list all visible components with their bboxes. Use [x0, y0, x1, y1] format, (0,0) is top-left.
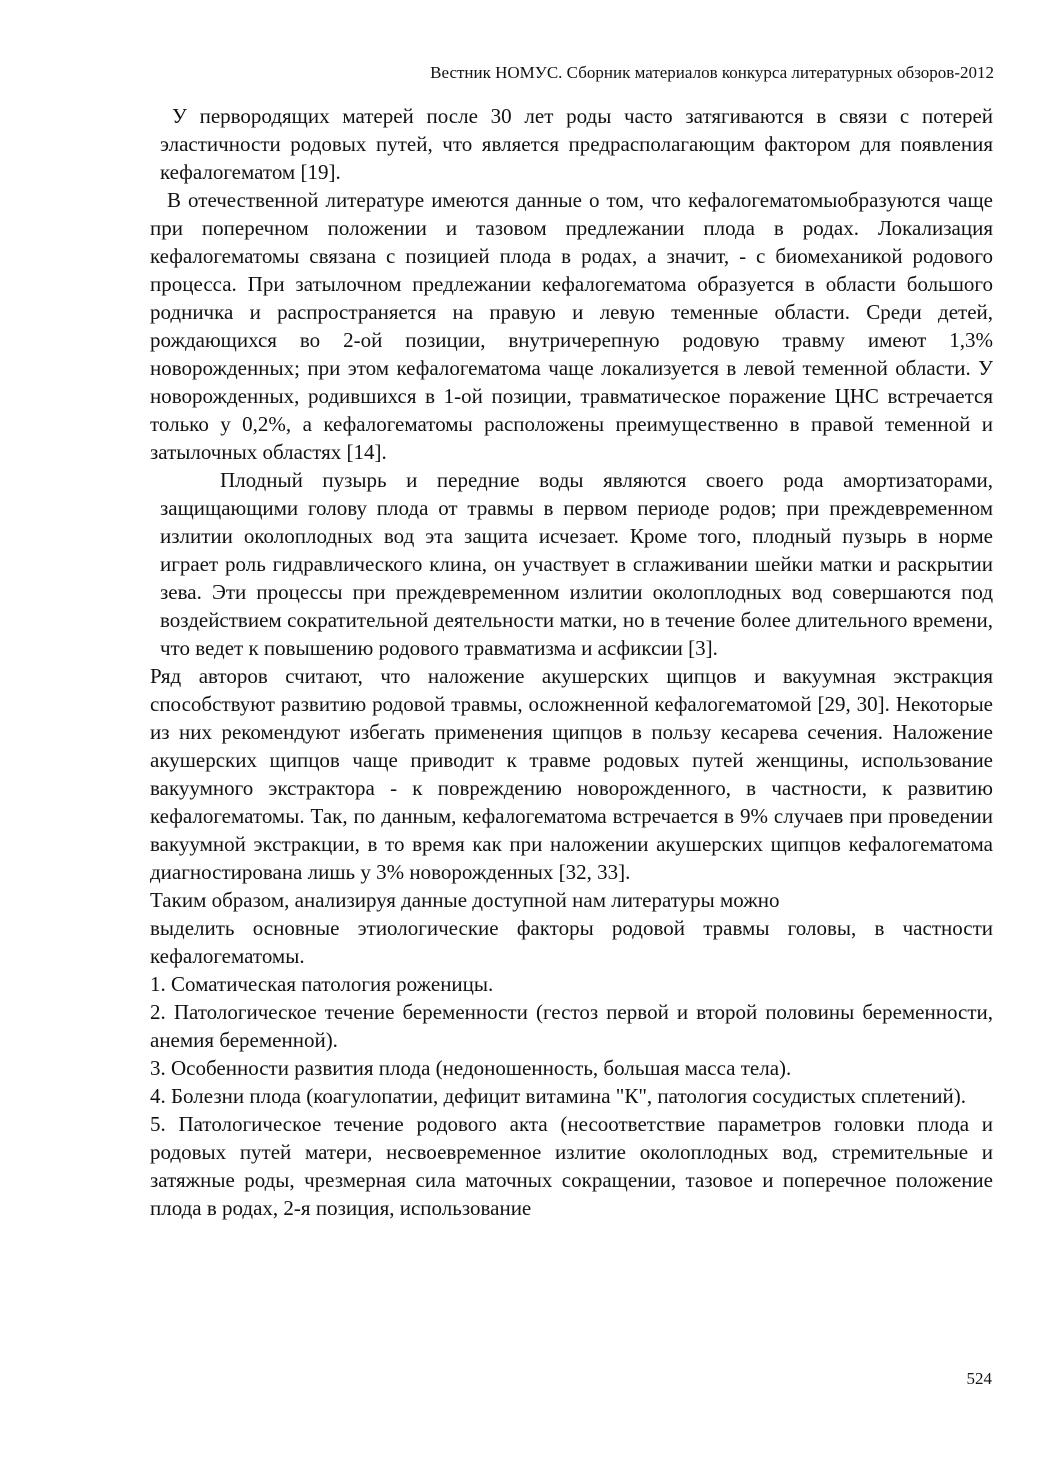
paragraph-forceps-vacuum: Ряд авторов считают, что наложение акушерских щипцов и вакуумная экстракция способствуют развитию родовой травмы, осложненной кефалогематомой [29, 30]. Некоторые из них рекомендуют избегать применения щипцов в пользу кесарева сечения. Наложение акушерских щипцов чаще приводит к травме родовых путей женщины, использование вакуумного экстрактора - к повреждению новорожденного, в частности, к развитию кефалогематомы. Так, по данным, кефалогематома встречается в 9% случаев при проведении вакуумной экстракции, в то время как при наложении акушерских щипцов кефалогематома диагностирована лишь у 3% новорожденных [32, 33].: [150, 664, 993, 884]
list-item: 2. Патологическое течение беременности (гестоз первой и второй половины беременности, анемия беременной).: [150, 1000, 993, 1052]
list-item: 3. Особенности развития плода (недоношенность, большая масса тела).: [150, 1056, 792, 1080]
paragraph-amniotic-sac: Плодный пузырь и передние воды являются своего рода амортизаторами, защищающими голову плода от травмы в первом периоде родов; при преждевременном излитии околоплодных вод эта защита исчезает. Кроме того, плодный пузырь в норме играет роль гидравлического клина, он участвует в сглаживании шейки матки и раскрытии зева. Эти процессы при преждевременном излитии околоплодных вод совершаются под воздействием сократительной деятельности матки, но в течение более длительного времени, что ведет к повышению родового травматизма и асфиксии [3].: [160, 468, 993, 660]
list-item: 4. Болезни плода (коагулопатии, дефицит витамина "К", патология сосудистых сплетений).: [150, 1084, 966, 1108]
page-number: 524: [966, 1369, 992, 1388]
paragraph-conclusion-lead: Таким образом, анализируя данные доступной нам литературы можно: [150, 888, 780, 912]
paragraph-domestic-literature: В отечественной литературе имеются данные о том, что кефалогематомыобразуются чаще при поперечном положении и тазовом предлежании плода в родах. Локализация кефалогематомы связана с позицией плода в родах, а значит, - с биомеханикой родового процесса. При затылочном предлежании кефалогематома образуется в области большого родничка и распространяется на правую и левую теменные области. Среди детей, рождающихся во 2-ой позиции, внутричерепную родовую травму имеют 1,3% новорожденных; при этом кефалогематома чаще локализуется в левой теменной области. У новорожденных, родившихся в 1-ой позиции, травматическое поражение ЦНС встречается только у 0,2%, а кефалогематомы расположены преимущественно в правой теменной и затылочных областях [14].: [150, 188, 993, 464]
paragraph-primiparous: У первородящих матерей после 30 лет роды часто затягиваются в связи с потерей эластичности родовых путей, что является предрасполагающим фактором для появления кефалогематом [19].: [160, 104, 993, 184]
body-text: [150, 102, 993, 1222]
paragraph-conclusion: выделить основные этиологические факторы родовой травмы головы, в частности кефалогематомы.: [150, 916, 993, 968]
list-item: 1. Соматическая патология роженицы.: [150, 972, 494, 996]
running-header: Вестник НОМУС. Сборник материалов конкурса литературных обзоров-2012: [430, 63, 994, 82]
list-item: 5. Патологическое течение родового акта (несоответствие параметров головки плода и родовых путей матери, несвоевременное излитие околоплодных вод, стремительные и затяжные роды, чрезмерная сила маточных сокращении, тазовое и поперечное положение плода в родах, 2-я позиция, использование: [150, 1112, 993, 1220]
